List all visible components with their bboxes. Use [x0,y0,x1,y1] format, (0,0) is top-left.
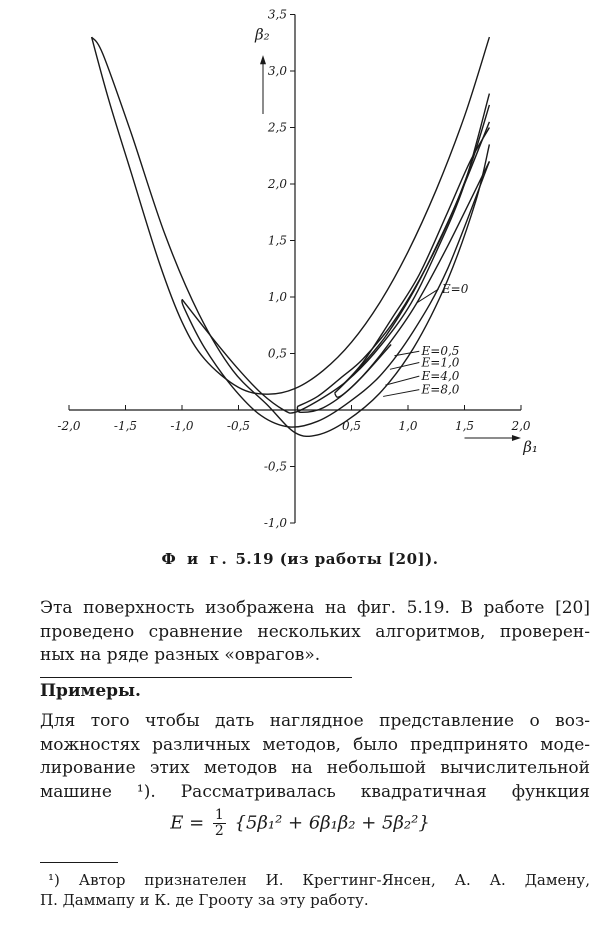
y-tick-label: 1,5 [267,233,287,248]
x-tick-label: 0,5 [341,419,362,433]
y-tick-label: 1,0 [267,290,287,304]
y-axis-label: β₂ [255,25,270,44]
x-tick-label: -1,5 [113,419,138,433]
axes [69,15,521,524]
footnote-rule [40,862,118,863]
formula-denominator: 2 [214,823,224,839]
paragraph-1 [40,597,590,668]
y-tick-label: -0,5 [263,459,287,474]
examples-heading: Примеры. [40,681,141,701]
paragraph-2 [40,710,590,804]
y-tick-label: 3,5 [267,7,287,22]
x-tick-label: 2,0 [511,419,531,433]
contour-curve [297,105,489,407]
section-rule [40,677,352,678]
footnote-line: ¹) Автор признателен И. Крегтинг-Янсен, А. А. Дамену, [48,871,590,889]
contour-label: E=8,0 [421,382,460,397]
contour-curve [340,128,489,388]
paragraph-2-line: машине ¹). Рассматривалась квадратичная функция [40,781,590,802]
paragraph-1-line: ных на ряде разных «оврагов». [40,645,321,665]
figure-caption [0,550,600,568]
x-tick-label: 1,5 [454,419,475,433]
y-tick-label: 0,5 [267,346,287,361]
x-tick-label: -0,5 [226,419,251,433]
y-tick-label: 3,0 [267,64,287,78]
contour-curve [92,37,490,394]
contour-label: E=0 [441,282,469,297]
footnote-line: П. Даммапу и К. де Грооту за эту работу. [40,891,369,909]
footnote [40,870,590,910]
quadratic-formula [0,808,600,839]
formula-numerator: 1 [214,807,224,823]
y-tick-label: 2,5 [267,120,287,135]
contour-label: E=4,0 [421,369,460,384]
paragraph-1-line: проведено сравнение нескольких алгоритмов, проверен- [40,621,590,642]
contour-label-leader [390,363,419,370]
x-axis-label: β₁ [523,438,538,456]
formula-fraction [213,808,226,839]
tick-labels [57,8,538,531]
x-tick-label: 1,0 [398,419,418,433]
contour-label: E=1,0 [421,355,460,370]
paragraph-2-line: Для того чтобы дать наглядное представление о воз- [40,711,590,731]
caption-fig-word: Ф и г. [161,550,230,568]
x-axis-arrowhead [512,435,521,441]
contour-label-leader [383,390,419,397]
contour-label: E=0,5 [421,344,460,359]
y-tick-label: -1,0 [263,516,287,530]
paragraph-1-line: Эта поверхность изображена на фиг. 5.19. В работе [20] [40,598,590,618]
y-tick-label: 2,0 [267,177,287,191]
formula-lhs: E = [170,812,205,834]
x-tick-label: -2,0 [57,419,81,433]
paragraph-2-line: можностях различных методов, было предпринято моде- [40,734,590,755]
caption-text: 5.19 (из работы [20]). [235,550,439,568]
paragraph-2-line: лирование этих методов на небольшой вычислительной [40,758,590,778]
contour-labels [383,282,469,397]
y-axis-arrowhead [260,55,266,64]
formula-rhs: {5β₁² + 6β₁β₂ + 5β₂²} [234,812,430,834]
x-tick-label: -1,0 [170,419,194,433]
